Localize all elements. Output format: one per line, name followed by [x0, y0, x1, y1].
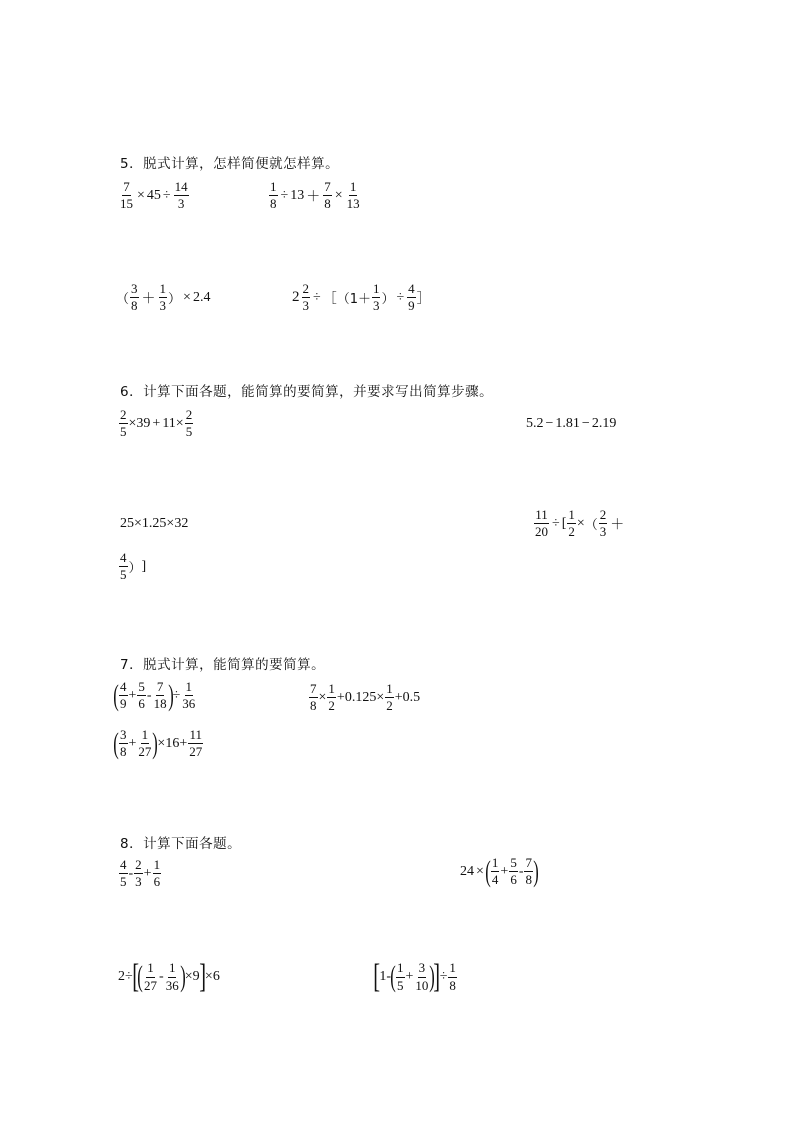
fraction: [414, 961, 429, 993]
problem-6-1: [118, 408, 194, 440]
math-token: 6: [212, 969, 220, 984]
numerator: 1: [372, 282, 381, 298]
math-token: −: [581, 416, 590, 431]
fraction: [302, 282, 311, 314]
fraction: [165, 961, 180, 993]
denominator: 15: [120, 196, 133, 212]
math-token: 2: [292, 289, 300, 306]
denominator: 2: [568, 524, 575, 540]
problem-5-3: [116, 282, 210, 314]
math-token: ÷: [280, 187, 289, 203]
math-token: ×: [166, 516, 175, 531]
problem-5-4: [292, 282, 431, 314]
fraction: [327, 682, 336, 714]
math-token: 45: [146, 187, 161, 203]
fraction: [143, 961, 158, 993]
math-token: ): [152, 726, 159, 760]
fraction: [396, 961, 405, 993]
denominator: 6: [138, 696, 145, 712]
math-token: ］: [416, 291, 431, 307]
numerator: 7: [156, 680, 165, 696]
numerator: 2: [134, 858, 143, 874]
math-token: ×: [183, 289, 191, 305]
math-token: (: [485, 854, 491, 888]
math-token: +: [179, 735, 188, 751]
fraction: [159, 282, 168, 314]
denominator: 27: [189, 744, 203, 760]
denominator: 27: [144, 977, 158, 993]
math-token: 0.5: [402, 689, 421, 705]
denominator: 6: [510, 872, 517, 888]
math-token: 1: [379, 969, 387, 984]
fraction: [181, 680, 196, 712]
denominator: 36: [165, 977, 179, 993]
numerator: 1: [153, 858, 162, 874]
math-token: 2.19: [591, 416, 617, 431]
denominator: 3: [159, 298, 167, 314]
numerator: 7: [323, 180, 332, 196]
math-token: 39: [136, 415, 151, 431]
math-token: (: [113, 726, 119, 760]
math-token: -: [159, 969, 164, 984]
math-token: 1.81: [555, 416, 580, 431]
fraction: [188, 728, 203, 760]
math-token: 32: [174, 516, 189, 531]
math-token: 11: [162, 415, 176, 431]
denominator: 8: [131, 298, 138, 314]
math-token: ×: [175, 415, 184, 431]
math-token: ]: [141, 558, 147, 574]
math-token: ＋: [306, 189, 321, 205]
denominator: 8: [310, 698, 317, 714]
math-token: ×: [334, 187, 343, 203]
numerator: 2: [185, 408, 194, 424]
denominator: 8: [270, 196, 277, 212]
math-token: ×: [128, 415, 137, 431]
numerator: 7: [524, 856, 533, 872]
problem-5-2: [268, 180, 362, 212]
math-token: [: [373, 958, 381, 995]
numerator: 5: [137, 680, 146, 696]
math-token: ×: [137, 187, 145, 203]
problem-6-3: [120, 516, 188, 532]
fraction: [119, 408, 128, 440]
math-token: ×: [318, 689, 327, 705]
math-token: ）: [381, 292, 395, 308]
numerator: 3: [130, 282, 139, 298]
math-token: (: [390, 960, 396, 993]
math-token: (: [113, 678, 119, 712]
numerator: 2: [302, 282, 311, 298]
math-token: [: [561, 515, 567, 531]
math-token: （: [116, 292, 130, 308]
math-token: +: [394, 689, 403, 705]
numerator: 4: [407, 282, 416, 298]
problem-5-1: [118, 180, 190, 212]
math-token: ×: [376, 689, 385, 705]
numerator: 1: [327, 682, 336, 698]
math-token: -: [518, 863, 524, 879]
fraction: [385, 682, 394, 714]
fraction: [185, 408, 194, 440]
denominator: 27: [138, 744, 152, 760]
problem-7-2: [308, 682, 420, 714]
math-token: 13: [290, 187, 305, 203]
numerator: 4: [119, 680, 128, 696]
numerator: 1: [141, 728, 150, 744]
math-token: 16: [165, 735, 180, 751]
math-token: ×: [184, 969, 193, 984]
denominator: 3: [177, 196, 185, 212]
numerator: 1: [396, 961, 405, 977]
fraction: [524, 856, 533, 888]
math-token: 1.25: [141, 516, 167, 531]
math-token: ÷: [313, 289, 321, 305]
denominator: 2: [328, 698, 335, 714]
fraction: [174, 180, 189, 212]
denominator: 3: [302, 298, 309, 314]
fraction: [599, 508, 608, 540]
math-token: [292, 282, 311, 314]
math-token: ×: [204, 969, 213, 984]
numerator: 1: [491, 856, 500, 872]
fraction: [491, 856, 500, 888]
denominator: 9: [408, 298, 415, 314]
denominator: 9: [120, 696, 127, 712]
numerator: 3: [418, 961, 427, 977]
problem-8-4: [374, 960, 458, 994]
math-token: 2: [118, 969, 125, 984]
denominator: 10: [415, 977, 429, 993]
math-token: -: [146, 687, 152, 703]
section-5-heading: 5．脱式计算，怎样简便就怎样算。: [120, 156, 340, 172]
numerator: 1: [567, 508, 576, 524]
math-token: （: [584, 518, 598, 534]
denominator: 13: [346, 196, 360, 212]
fraction: [119, 551, 128, 583]
math-token: +: [143, 865, 152, 881]
denominator: 18: [153, 696, 167, 712]
problem-6-4-continued: [118, 551, 146, 583]
section-6-heading: 6．计算下面各题，能简算的要简算，并要求写出简算步骤。: [120, 384, 494, 400]
math-token: ÷: [439, 969, 448, 984]
math-token: -: [386, 969, 391, 984]
math-token: ×: [157, 735, 166, 751]
denominator: 6: [153, 874, 161, 890]
math-token: [: [131, 958, 139, 995]
denominator: 8: [525, 872, 532, 888]
math-token: ): [533, 854, 539, 888]
numerator: 1: [146, 961, 155, 977]
math-token: ): [179, 960, 186, 993]
math-token: ）: [128, 561, 142, 577]
math-token: ÷: [172, 687, 181, 703]
fraction: [153, 680, 168, 712]
denominator: 4: [491, 872, 499, 888]
problem-7-1: [114, 680, 197, 712]
fraction: [509, 856, 518, 888]
fraction: [372, 282, 381, 314]
numerator: 4: [119, 858, 128, 874]
fraction: [323, 180, 332, 212]
math-token: (: [137, 960, 143, 993]
numerator: 14: [174, 180, 189, 196]
math-token: ×: [476, 863, 484, 879]
math-token: +: [128, 687, 137, 703]
denominator: 3: [599, 524, 607, 540]
math-token: +: [500, 863, 509, 879]
math-token: ＋: [610, 517, 625, 533]
fraction: [134, 858, 143, 890]
denominator: 3: [372, 298, 380, 314]
math-token: 2.4: [192, 289, 211, 305]
math-token: ): [167, 678, 174, 712]
fraction: [309, 682, 318, 714]
numerator: 11: [534, 508, 549, 524]
math-token: ×: [134, 516, 142, 531]
fraction: [269, 180, 278, 212]
denominator: 8: [324, 196, 331, 212]
math-token: +: [405, 969, 414, 984]
numerator: 1: [168, 961, 177, 977]
math-token: ]: [198, 958, 206, 995]
denominator: 3: [135, 874, 142, 890]
math-token: ×: [576, 515, 585, 531]
fraction: [119, 858, 128, 890]
fraction: [567, 508, 576, 540]
numerator: 1: [269, 180, 278, 196]
denominator: 5: [120, 424, 127, 440]
denominator: 2: [386, 698, 393, 714]
problem-7-3: [114, 728, 204, 760]
numerator: 3: [119, 728, 128, 744]
math-token: （1＋: [336, 292, 371, 308]
section-7-heading: 7．脱式计算，能简算的要简算。: [120, 657, 326, 673]
math-token: ＋: [141, 291, 156, 307]
math-token: 5.2: [526, 416, 544, 431]
problem-8-1: [118, 858, 162, 890]
math-token: ÷: [162, 187, 171, 203]
math-token: ): [429, 960, 436, 993]
denominator: 5: [185, 424, 193, 440]
problem-6-4: [533, 508, 626, 540]
problem-8-3: [118, 960, 220, 994]
fraction: [407, 282, 416, 314]
fraction: [130, 282, 139, 314]
fraction: [119, 680, 128, 712]
math-token: -: [128, 865, 134, 881]
denominator: 36: [182, 696, 196, 712]
numerator: 5: [509, 856, 518, 872]
numerator: 7: [122, 180, 131, 196]
numerator: 2: [599, 508, 608, 524]
denominator: 5: [120, 874, 127, 890]
math-token: 25: [120, 516, 134, 531]
fraction: [137, 680, 146, 712]
problem-6-2: [526, 416, 616, 432]
denominator: 8: [449, 977, 456, 993]
math-token: ÷: [396, 289, 405, 305]
math-token: ）: [168, 292, 182, 308]
math-token: ÷: [125, 969, 133, 984]
math-token: +: [128, 735, 137, 751]
numerator: 11: [188, 728, 203, 744]
section-8-heading: 8．计算下面各题。: [120, 836, 242, 852]
numerator: 4: [119, 551, 128, 567]
problem-8-2: [460, 856, 538, 888]
fraction: [119, 728, 128, 760]
fraction: [119, 180, 134, 212]
denominator: 5: [120, 567, 127, 583]
fraction: [153, 858, 162, 890]
math-token: −: [545, 416, 554, 431]
math-token: 9: [192, 969, 200, 984]
denominator: 5: [397, 977, 404, 993]
denominator: 20: [535, 524, 548, 540]
fraction: [448, 961, 457, 993]
numerator: 1: [448, 961, 457, 977]
fraction: [534, 508, 549, 540]
math-token: 24: [460, 863, 474, 879]
numerator: 2: [119, 408, 128, 424]
numerator: 1: [385, 682, 394, 698]
numerator: 1: [185, 680, 194, 696]
math-token: ［: [322, 291, 337, 307]
fraction: [346, 180, 361, 212]
numerator: 1: [349, 180, 358, 196]
math-token: ]: [433, 958, 441, 995]
denominator: 8: [120, 744, 127, 760]
math-token: ÷: [552, 515, 560, 531]
fraction: [137, 728, 152, 760]
numerator: 1: [159, 282, 168, 298]
math-token: +: [336, 689, 345, 705]
numerator: 7: [309, 682, 318, 698]
math-token: +: [152, 415, 161, 431]
math-token: 0.125: [344, 689, 377, 705]
